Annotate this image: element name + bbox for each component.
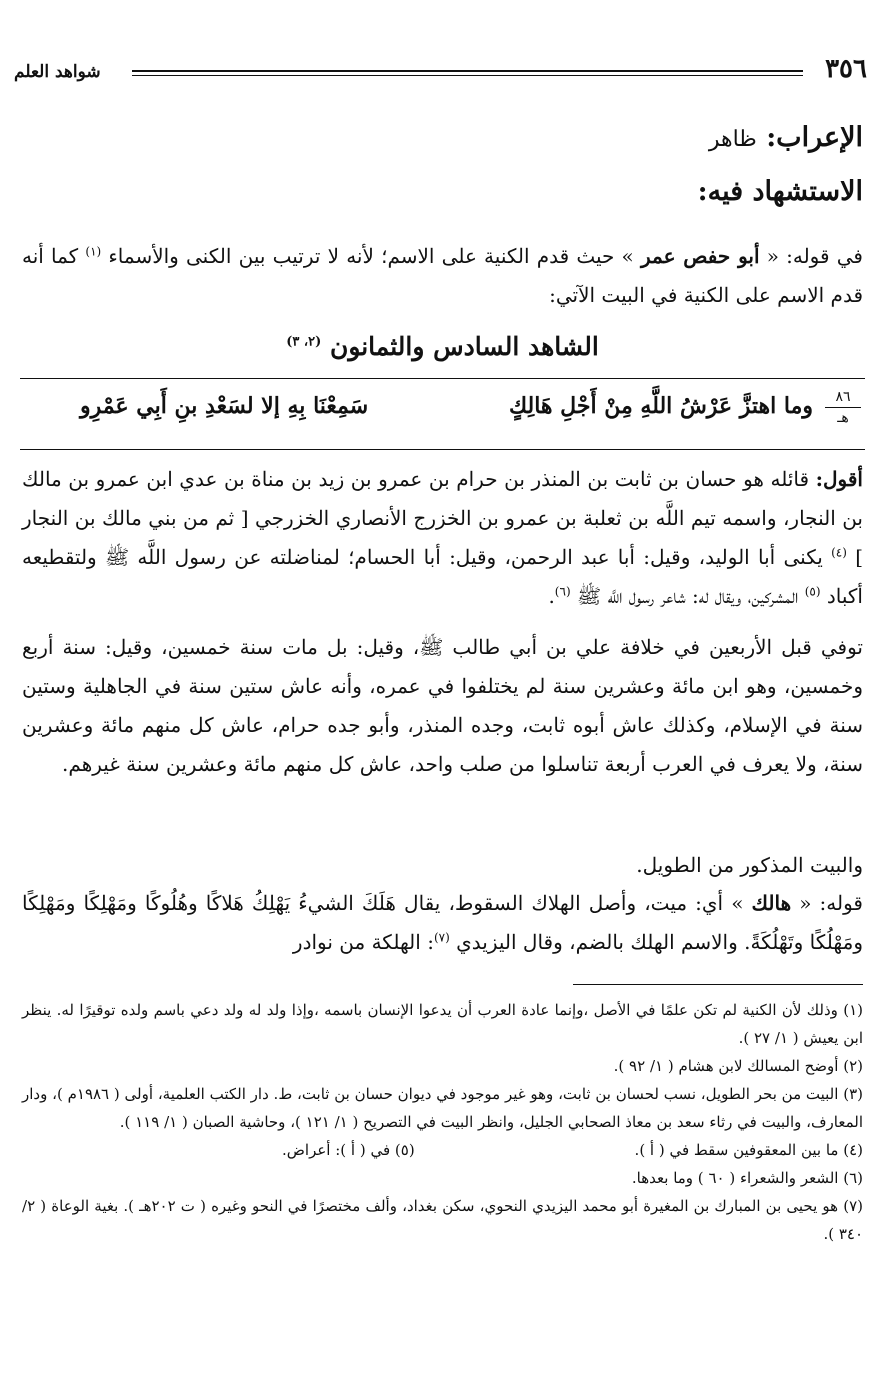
- footnote-ref-4[interactable]: (٤): [831, 545, 847, 560]
- footnote-row-4-5: [22, 1136, 863, 1164]
- footnote-ref-6[interactable]: (٦): [554, 584, 571, 599]
- p5-word: هالك: [751, 891, 792, 915]
- p2-text-3: المشركين، ويقال له: شاعر رسول اللَّه ﷺ: [570, 584, 805, 608]
- verse-hemistich-2: سَمِعْنَا بِهِ إلا لسَعْدِ بنِ أَبِي عَمْرِو: [80, 393, 369, 419]
- iraab-value: ظاهر: [708, 127, 757, 152]
- footnotes: [22, 996, 863, 1248]
- meter-paragraph: والبيت المذكور من الطويل.: [636, 853, 863, 877]
- iraab-label: الإعراب:: [766, 122, 863, 153]
- p1-text-1: في قوله: «: [759, 244, 863, 268]
- verse-box: [20, 378, 865, 450]
- footnote-2: (٢) أوضح المسالك لابن هشام ( ١/ ٩٢ ).: [613, 1057, 863, 1075]
- footnote-5: (٥) في ( أ ): أعراض.: [282, 1141, 415, 1159]
- footnote-ref-1[interactable]: (١): [85, 244, 102, 259]
- footnote-ref-5[interactable]: (٥): [804, 584, 821, 599]
- verse-number-value: ٨٦: [835, 389, 851, 405]
- page-number: ٣٥٦: [825, 54, 867, 84]
- death-paragraph: توفي قبل الأربعين في خلافة علي بن أبي طالب ﷺ، وقيل: بل مات سنة خمسين، وقيل: سنة أربع وخمسين، وهو ابن مائة وعشرين سنة لم يختلفوا في عمره، وأنه عاش ستين سنة في الجاهلية وستين سنة في الإسلام، وكذلك عاش أبوه ثابت، وجده المنذر، وأبو جده حرام، عاش كل منهم مائة وعشرين سنة، ولا يعرف في العرب أربعة تناسلوا من صلب واحد، عاش كل منهم مائة وعشرين سنة غيرهم.: [22, 635, 863, 776]
- footnote-3: (٣) البيت من بحر الطويل، نسب لحسان بن ثابت، وهو غير موجود في ديوان حسان بن ثابت، ط. دار الكتب العلمية، أولى ( ١٩٨٦م )، ودار المعارف، والبيت في رثاء سعد بن معاذ الصحابي الجليل، وانظر البيت في التصريح ( ١/ ١٢١ )، وحاشية الصبان ( ١/ ١١٩ ).: [22, 1085, 863, 1131]
- footnote-separator: [573, 984, 863, 985]
- footnote-7: (٧) هو يحيى بن المبارك بن المغيرة أبو محمد اليزيدي النحوي، سكن بغداد، وألف مختصرًا في النحو وغيره ( ت ٢٠٢هـ ). بغية الوعاة ( ٢/ ٣٤٠ ).: [22, 1197, 863, 1243]
- p1-text-3: كما أنه قدم الاسم على الكنية في البيت الآتي:: [22, 244, 863, 307]
- poet-biography-paragraph: [22, 460, 863, 616]
- p5-text-3: : الهلكة من نوادر: [292, 930, 434, 954]
- p1-kunya: أبو حفص عمر: [640, 244, 760, 268]
- verse-number-rule: [825, 407, 861, 408]
- running-title: شواهد العلم: [14, 62, 101, 82]
- p1-text-2: » حيث قدم الكنية على الاسم؛ لأنه لا ترتيب بين الكنى والأسماء: [101, 244, 641, 268]
- p2-text-1: قائله هو حسان بن ثابت بن المنذر بن حرام بن عمرو بن زيد بن مناة بن عدي ابن عمرو بن مالك بن النجار، واسمه تيم اللَّه بن ثعلبة بن عمرو بن الخزرج الأنصاري الخزرجي [ ثم من بني مالك بن النجار ]: [22, 467, 863, 569]
- footnote-ref-7[interactable]: (٧): [433, 930, 450, 945]
- vocabulary-paragraph: [22, 884, 863, 962]
- footnote-6: (٦) الشعر والشعراء ( ٦٠ ) وما بعدها.: [631, 1169, 863, 1187]
- istishhad-heading: الاستشهاد فيه:: [697, 176, 863, 207]
- verse-meter-mark: هـ: [837, 410, 849, 426]
- footnote-4: (٤) ما بين المعقوفين سقط في ( أ ).: [634, 1141, 863, 1159]
- header-rule: [132, 70, 803, 76]
- p2-text-4: .: [548, 584, 555, 608]
- istishhad-paragraph: [22, 237, 863, 315]
- page-header: [14, 54, 867, 90]
- verse-number: [821, 389, 865, 426]
- p5-text-1: قوله: «: [791, 891, 863, 915]
- shahid-title-text: الشاهد السادس والثمانون: [329, 332, 599, 361]
- verse-hemistich-1: وما اهتزَّ عَرْشُ اللَّهِ مِنْ أَجْلِ هَالِكٍ: [508, 393, 813, 419]
- p2-aqul: أقول:: [815, 467, 863, 491]
- iraab-heading: [22, 122, 863, 153]
- footnote-ref-2-3[interactable]: (٢، ٣): [286, 334, 322, 350]
- footnote-1: (١) وذلك لأن الكنية لم تكن علمًا في الأصل ،وإنما عادة العرب أن يدعوا الإنسان باسمه ،وإذا ولد له ولد دعي باسم ولده توقيرًا له. ينظر ابن يعيش ( ١/ ٢٧ ).: [22, 1001, 863, 1047]
- p2-text-2: يكنى أبا الوليد، وقيل: أبا عبد الرحمن، وقيل: أبا الحسام؛ لمناضلته عن رسول اللَّه ﷺ ولتقطيعه أكباد: [22, 545, 863, 608]
- shahid-title: [0, 332, 885, 361]
- p5-text-2: » أي: ميت، وأصل الهلاك السقوط، يقال هَلَكَ الشيءُ يَهْلِكُ هَلاكًا وهُلُوكًا ومَهْلِكًا ومَهْلِكًا ومَهْلُكًا وتَهْلُكَةً. والاسم الهلك بالضم، وقال اليزيدي: [22, 891, 863, 954]
